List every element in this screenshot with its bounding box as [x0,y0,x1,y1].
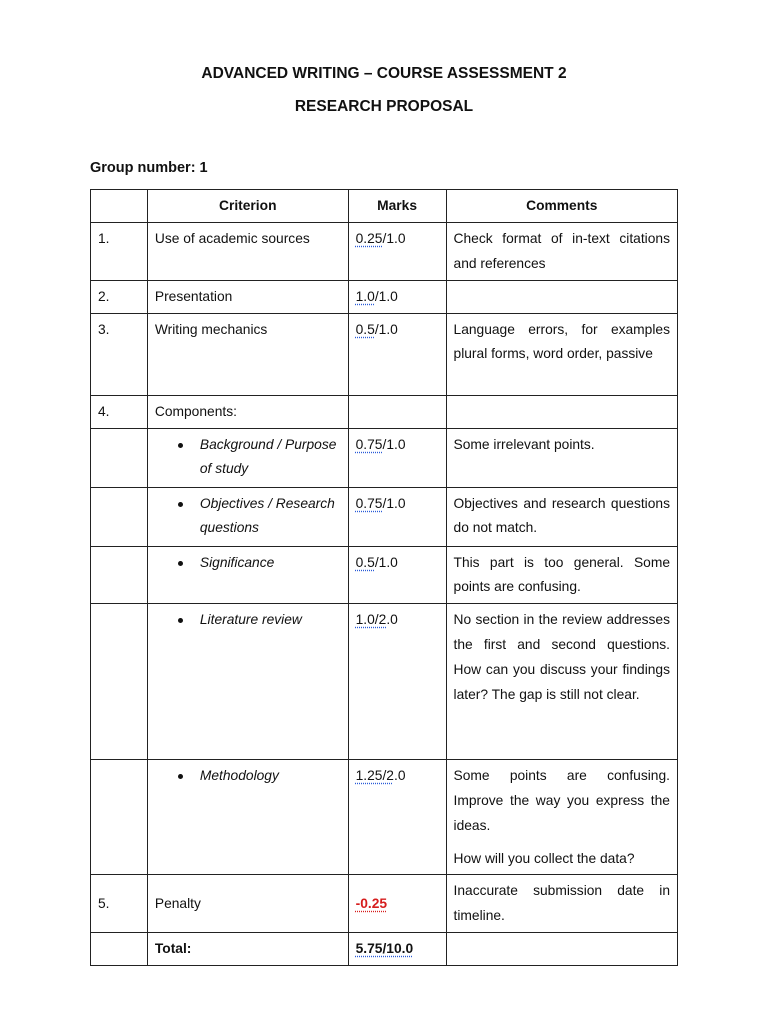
total-label: Total: [147,932,348,965]
comment-cell: No section in the review addresses the first and second questions. How can you discuss your findings later? The gap is still not clear. [446,604,677,760]
marks-score: 0.75 [355,436,383,452]
marks-cell [348,875,446,933]
marks-score: 1.0/2 [355,612,387,628]
marks-cell [348,428,446,487]
comment-text-2: How will you collect the data? [453,850,635,866]
header-marks: Marks [348,190,446,223]
row-number: 4. [91,395,148,428]
table-header-row [91,190,678,223]
criterion-text: Background / Purpose of study [199,436,337,477]
table-row [91,280,678,313]
comment-cell: Inaccurate submission date in timeline. [446,875,677,933]
marks-cell [348,760,446,875]
total-score: 5.75/10.0 [355,940,414,956]
table-row [91,223,678,281]
criterion-text: Methodology [199,768,279,784]
criterion-cell: Components: [147,395,348,428]
criterion-cell: Writing mechanics [147,313,348,395]
bullet-icon [178,502,183,507]
row-number: 5. [91,875,148,933]
table-row [91,395,678,428]
marks-cell [348,280,446,313]
assessment-table [90,189,678,966]
marks-total: /1.0 [374,554,398,570]
comment-cell [446,932,677,965]
marks-score: 1.0 [355,288,375,304]
criterion-cell [147,604,348,760]
comment-cell: Some irrelevant points. [446,428,677,487]
comment-cell: Objectives and research questions do not match. [446,487,677,546]
row-number: 3. [91,313,148,395]
row-number [91,604,148,760]
marks-total: /1.0 [382,436,406,452]
row-number: 2. [91,280,148,313]
row-number [91,932,148,965]
criterion-cell: Presentation [147,280,348,313]
row-number [91,428,148,487]
row-number: 1. [91,223,148,281]
total-row [91,932,678,965]
criterion-cell [147,487,348,546]
marks-score: 0.25 [355,231,383,246]
bullet-icon [178,774,183,779]
marks-score: 1.25/2 [355,768,394,784]
criterion-cell [147,546,348,604]
marks-cell [348,604,446,760]
marks-cell [348,932,446,965]
marks-cell [348,395,446,428]
row-number [91,760,148,875]
comment-text: Some points are confusing. Improve the way you express the ideas. [453,768,670,833]
marks-total: /1.0 [374,321,398,337]
row-number [91,546,148,604]
table-row [91,760,678,875]
marks-score: 0.5 [355,554,375,570]
bullet-icon [178,443,183,448]
marks-score: 0.5 [355,321,375,337]
comment-cell [446,395,677,428]
marks-cell [348,313,446,395]
table-row [91,546,678,604]
row-number [91,487,148,546]
group-number-label: Group number: 1 [90,160,208,176]
table-row [91,487,678,546]
bullet-icon [178,561,183,566]
criterion-cell: Penalty [147,875,348,933]
marks-total: .0 [393,768,406,784]
marks-total: /1.0 [374,288,398,304]
table-row [91,875,678,933]
criterion-cell: Use of academic sources [147,223,348,281]
marks-total: /1.0 [382,231,406,246]
document-title: ADVANCED WRITING – COURSE ASSESSMENT 2 [201,65,567,82]
header-number [91,190,148,223]
criterion-text: Literature review [199,612,302,628]
table-row [91,428,678,487]
header-criterion: Criterion [147,190,348,223]
criterion-cell [147,428,348,487]
marks-score: 0.75 [355,495,383,511]
document-subtitle: RESEARCH PROPOSAL [294,98,474,115]
comment-cell: Check format of in-text citations and references [446,223,677,281]
bullet-icon [178,618,183,623]
marks-cell [348,223,446,281]
table-row [91,313,678,395]
table-row [91,604,678,760]
comment-cell [446,280,677,313]
penalty-value: -0.25 [355,895,388,911]
marks-total: /1.0 [382,495,406,511]
comment-cell: This part is too general. Some points are confusing. [446,546,677,604]
criterion-cell [147,760,348,875]
criterion-text: Significance [199,554,275,570]
marks-cell [348,546,446,604]
marks-cell [348,487,446,546]
criterion-text: Objectives / Research questions [199,495,335,536]
marks-total: .0 [386,612,398,628]
comment-cell [446,760,677,875]
comment-cell: Language errors, for examples plural forms, word order, passive [446,313,677,395]
header-comments: Comments [446,190,677,223]
